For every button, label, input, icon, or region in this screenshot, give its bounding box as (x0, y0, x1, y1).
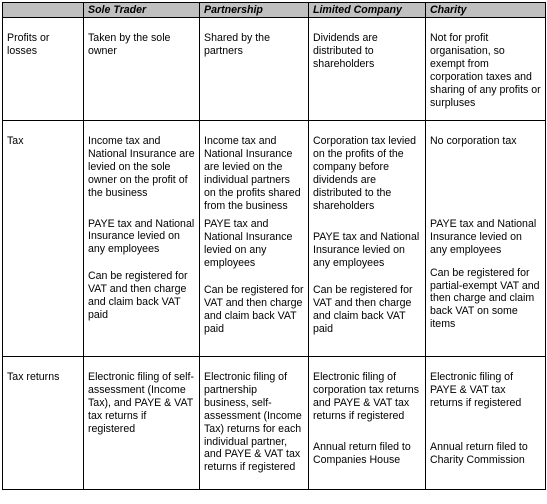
cell-profits-sole-trader: Taken by the sole owner (84, 18, 200, 121)
returns-limited-company-annual: Annual return filed to Companies House (313, 440, 411, 466)
cell-tax-charity (426, 121, 546, 357)
cell-returns-sole-trader (84, 357, 200, 490)
returns-limited-company-filing: Electronic filing of corporation tax returns and PAYE & VAT tax returns if registered (313, 371, 419, 422)
cell-profits-limited-company: Dividends are distributed to shareholders (309, 18, 426, 121)
returns-charity-annual: Annual return filed to Charity Commission (430, 440, 528, 466)
table-row-profits (3, 18, 546, 121)
cell-returns-limited-company (309, 357, 426, 490)
tax-limited-company-paye: PAYE tax and National Insurance levied on any employees (313, 231, 420, 270)
tax-sole-trader-vat: Can be registered for VAT and then charge and claim back VAT paid (88, 270, 188, 321)
returns-partnership-filing: Electronic filing of partnership business, self-assessment (Income Tax) returns for each individual partner, and PAYE & VAT tax returns if registered (204, 371, 302, 474)
tax-sole-trader-paye: PAYE tax and National Insurance levied on any employees (88, 217, 195, 256)
header-limited-company: Limited Company (309, 3, 426, 18)
tax-limited-company-corporation: Corporation tax levied on the profits of the company before dividends are distributed to the shareholders (313, 135, 417, 212)
tax-partnership-paye: PAYE tax and National Insurance levied on any employees (204, 218, 293, 270)
header-row (3, 3, 546, 18)
header-sole-trader: Sole Trader (84, 3, 200, 18)
tax-limited-company-vat: Can be registered for VAT and then charge and claim back VAT paid (313, 284, 413, 335)
row-label-profits: Profits or losses (3, 18, 84, 121)
tax-charity-vat: Can be registered for partial-exempt VAT and then charge and claim back VAT on some items (430, 266, 540, 331)
cell-profits-partnership: Shared by the partners (200, 18, 309, 121)
tax-partnership-income: Income tax and National Insurance are levied on the individual partners on the profits shared from the business (204, 135, 301, 212)
cell-tax-limited-company (309, 121, 426, 357)
cell-profits-charity: Not for profit organisation, so exempt from corporation taxes and sharing of any profits or surpluses (426, 18, 546, 121)
row-label-tax-returns: Tax returns (3, 357, 84, 490)
cell-returns-partnership (200, 357, 309, 490)
header-blank (3, 3, 84, 18)
cell-tax-sole-trader (84, 121, 200, 357)
returns-sole-trader-filing: Electronic filing of self-assessment (Income Tax), and PAYE & VAT tax returns if registered (88, 371, 194, 435)
returns-charity-filing: Electronic filing of PAYE & VAT tax returns if registered (430, 371, 522, 409)
tax-charity-corporation: No corporation tax (430, 135, 517, 147)
table-row-tax (3, 121, 546, 357)
row-label-tax: Tax (3, 121, 84, 357)
cell-tax-partnership (200, 121, 309, 357)
table-row-tax-returns (3, 357, 546, 490)
tax-sole-trader-income: Income tax and National Insurance are levied on the sole owner on the profit of the business (88, 135, 195, 199)
business-comparison-table (2, 2, 546, 490)
header-charity: Charity (426, 3, 546, 18)
tax-partnership-vat: Can be registered for VAT and then charge and claim back VAT paid (204, 284, 304, 335)
header-partnership: Partnership (200, 3, 309, 18)
tax-charity-paye: PAYE tax and National Insurance levied on any employees (430, 217, 537, 256)
cell-returns-charity (426, 357, 546, 490)
